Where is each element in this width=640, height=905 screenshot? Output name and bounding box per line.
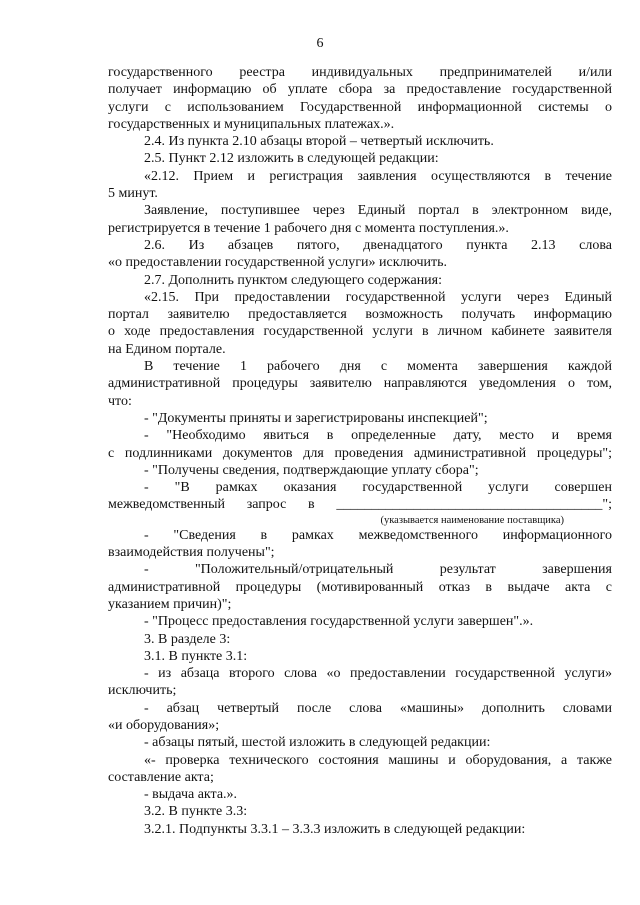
text-line: 3.2.1. Подпункты 3.3.1 – 3.3.3 изложить в следующей редакции: <box>144 821 526 837</box>
document-body <box>108 64 612 838</box>
text-line: межведомственный запрос в ______________________________________"; <box>108 497 612 513</box>
text-line: с подлинниками документов для проведения административной процедуры"; <box>108 445 612 461</box>
text-line: указанием причин)"; <box>108 596 232 612</box>
text-line: услуги с использованием Государственной информационной системы о <box>108 99 612 115</box>
text-line: - "Необходимо явиться в определенные дату, место и время <box>144 428 612 444</box>
text-line: 2.6. Из абзацев пятого, двенадцатого пункта 2.13 слова <box>144 237 612 253</box>
text-line: - абзац четвертый после слова «машины» дополнить словами <box>144 700 612 716</box>
text-line: 2.4. Из пункта 2.10 абзацы второй – четвертый исключить. <box>144 134 494 150</box>
text-line: 3.2. В пункте 3.3: <box>144 804 248 820</box>
text-line: - "Процесс предоставления государственной услуги завершен".». <box>144 614 534 630</box>
text-line: «- проверка технического состояния машины и оборудования, а также <box>144 752 612 768</box>
text-line: о ходе предоставления государственной услуги в личном кабинете заявителя <box>108 324 612 340</box>
text-line: В течение 1 рабочего дня с момента завершения каждой <box>144 359 612 375</box>
text-line: государственных и муниципальных платежах.». <box>108 116 395 132</box>
text-line: взаимодействия получены"; <box>108 545 275 561</box>
text-line: на Едином портале. <box>108 341 226 357</box>
text-line: - из абзаца второго слова «о предоставлении государственной услуги» <box>144 666 612 682</box>
text-line: портал заявителю предоставляется возможность получать информацию <box>108 307 612 323</box>
text-line: 3. В разделе 3: <box>144 631 231 647</box>
text-line: - "Положительный/отрицательный результат завершения <box>144 562 612 578</box>
text-line: регистрируется в течение 1 рабочего дня с момента поступления.». <box>108 220 509 236</box>
text-line: «2.12. Прием и регистрация заявления осуществляются в течение <box>144 168 612 184</box>
text-line: 2.7. Дополнить пунктом следующего содержания: <box>144 272 443 288</box>
text-line: - "Документы приняты и зарегистрированы инспекцией"; <box>144 410 488 426</box>
text-line: административной процедуры (мотивированный отказ в выдаче акта с <box>108 579 612 595</box>
text-line: Заявление, поступившее через Единый портал в электронном виде, <box>144 203 612 219</box>
text-line: - выдача акта.». <box>144 787 238 803</box>
text-line: получает информацию об уплате сбора за предоставление государственной <box>108 82 612 98</box>
text-line: 2.5. Пункт 2.12 изложить в следующей редакции: <box>144 151 439 167</box>
text-line: «2.15. При предоставлении государственной услуги через Единый <box>144 289 612 305</box>
text-line: 5 минут. <box>108 186 158 202</box>
text-line: исключить; <box>108 683 177 699</box>
page-number: 6 <box>316 36 324 51</box>
text-line: - "В рамках оказания государственной услуги совершен <box>144 480 612 496</box>
text-line: «и оборудования»; <box>108 717 220 733</box>
text-line: «о предоставлении государственной услуги» исключить. <box>108 255 447 271</box>
text-line: - абзацы пятый, шестой изложить в следующей редакции: <box>144 735 491 751</box>
text-line: 3.1. В пункте 3.1: <box>144 648 248 664</box>
caption-line: (указывается наименование поставщика) <box>380 514 564 526</box>
text-line: - "Сведения в рамках межведомственного информационного <box>144 527 612 543</box>
text-line: что: <box>108 393 132 409</box>
text-line: составление акта; <box>108 769 214 785</box>
text-line: - "Получены сведения, подтверждающие уплату сбора"; <box>144 462 479 478</box>
text-line: государственного реестра индивидуальных предпринимателей и/или <box>108 65 612 80</box>
text-line: административной процедуры заявителю направляются уведомления о том, <box>108 376 612 392</box>
